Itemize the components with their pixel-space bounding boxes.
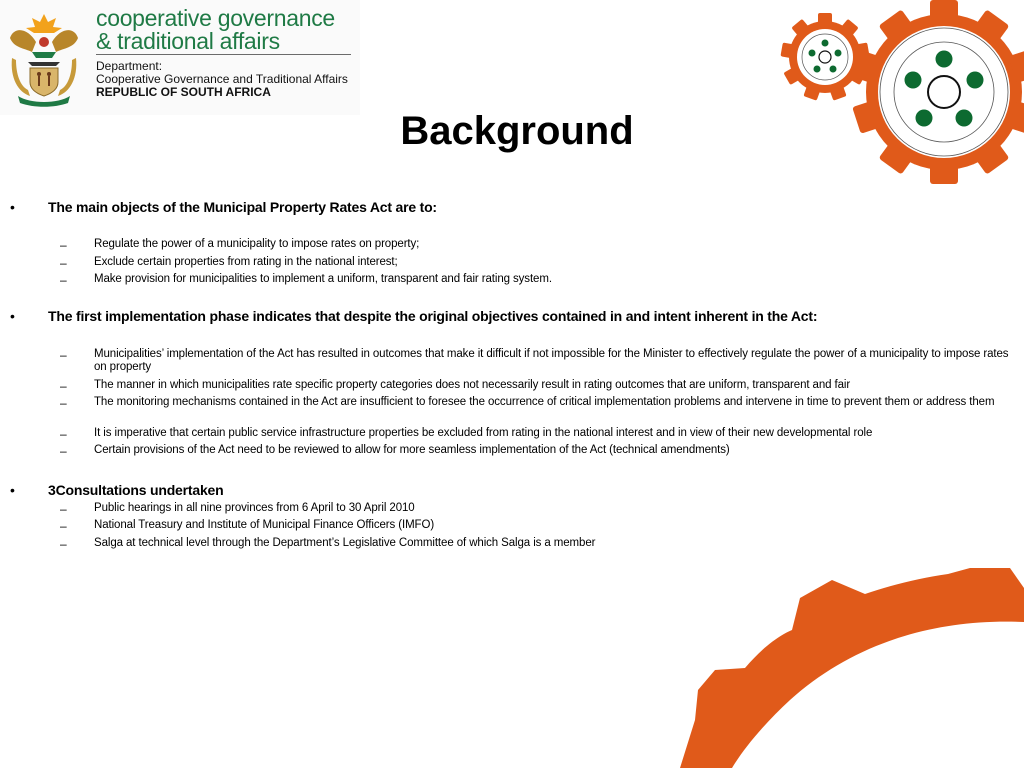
section-heading-text: The main objects of the Municipal Property Rates Act are to: — [48, 199, 437, 215]
dash-icon: – — [60, 348, 67, 362]
brand-name-line1: cooperative governance — [96, 5, 335, 31]
dash-icon: – — [60, 502, 67, 516]
country-name: REPUBLIC OF SOUTH AFRICA — [96, 85, 271, 99]
brand-divider — [96, 54, 351, 55]
department-name: Cooperative Governance and Traditional Affairs — [96, 72, 348, 86]
dash-icon: – — [60, 427, 67, 441]
list-item-text: Exclude certain properties from rating in the national interest; — [94, 256, 398, 268]
slide-title: Background — [400, 109, 634, 153]
list-item-text: Public hearings in all nine provinces from 6 April to 30 April 2010 — [94, 502, 415, 514]
dash-icon: – — [60, 519, 67, 533]
list-item-text: Certain provisions of the Act need to be reviewed to allow for more seamless implementation of the Act (technical amendments) — [94, 444, 730, 456]
gears-decoration-icon — [780, 0, 1024, 185]
brand-name-line2: & traditional affairs — [96, 28, 280, 54]
section-heading-text: 3Consultations undertaken — [48, 482, 224, 498]
dash-icon: – — [60, 238, 67, 252]
list-item-text: The manner in which municipalities rate specific property categories does not necessarily result in rating outcomes that are uniform, transparent and fair — [94, 379, 851, 391]
list-item-text: Regulate the power of a municipality to impose rates on property; — [94, 238, 420, 250]
bullet-icon: • — [10, 482, 15, 498]
list-item-text: The monitoring mechanisms contained in the Act are insufficient to foresee the occurrence of critical implementation problems and intervene in time to prevent them or address them — [94, 396, 995, 408]
coat-of-arms-icon — [6, 8, 82, 108]
dash-icon: – — [60, 444, 67, 458]
department-label: Department: — [96, 59, 163, 73]
list-item-text: It is imperative that certain public service infrastructure properties be excluded from rating in the national interest and in view of their new developmental role — [94, 427, 873, 439]
bullet-icon: • — [10, 308, 15, 324]
list-item-text: Municipalities’ implementation of the Act has resulted in outcomes that make it difficult if not impossible for the Minister to effectively regulate the power of a municipality to impose rates on property — [94, 348, 1009, 373]
dash-icon: – — [60, 537, 67, 551]
list-item-text: Salga at technical level through the Department’s Legislative Committee of which Salga is a member — [94, 537, 596, 549]
gear-arc-decoration-icon — [680, 560, 1024, 768]
section-heading-text: The first implementation phase indicates that despite the original objectives contained in and intent inherent in the Act: — [48, 308, 818, 324]
dash-icon: – — [60, 379, 67, 393]
dash-icon: – — [60, 273, 67, 287]
bullet-icon: • — [10, 199, 15, 215]
dash-icon: – — [60, 396, 67, 410]
list-item-text: Make provision for municipalities to implement a uniform, transparent and fair rating system. — [94, 273, 552, 285]
department-logo — [0, 0, 360, 115]
list-item-text: National Treasury and Institute of Municipal Finance Officers (IMFO) — [94, 519, 435, 531]
dash-icon: – — [60, 256, 67, 270]
